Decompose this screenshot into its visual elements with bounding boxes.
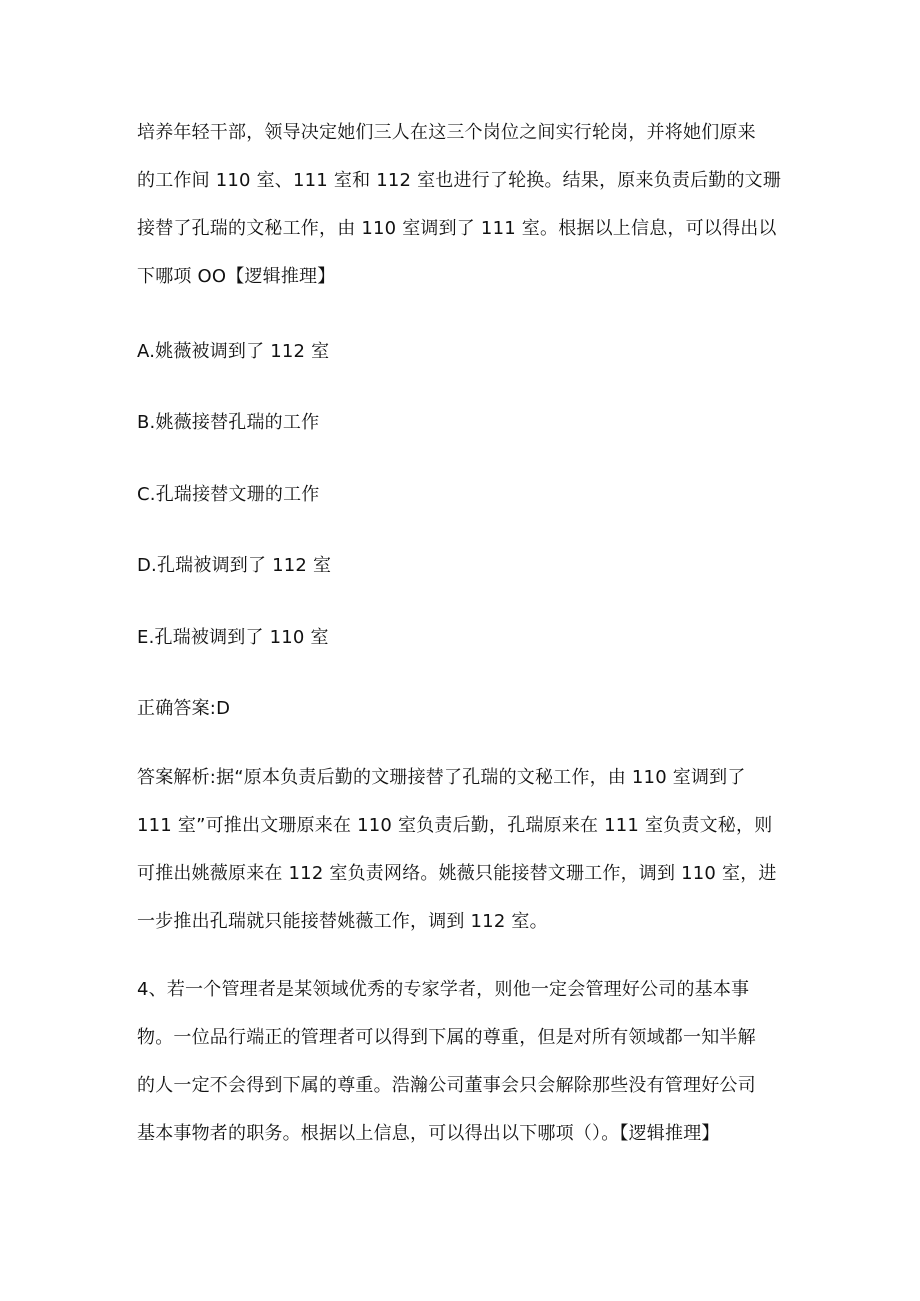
q3-stem-line-2: 的工作间 110 室、111 室和 112 室也进行了轮换。结果，原来负责后勤的文珊 [137, 170, 782, 191]
analysis-line-4: 一步推出孔瑞就只能接替姚薇工作，调到 112 室。 [137, 911, 548, 932]
option-d: D.孔瑞被调到了 112 室 [137, 555, 332, 576]
q4-stem-line-4: 基本事物者的职务。根据以上信息，可以得出以下哪项（）。【逻辑推理】 [137, 1123, 720, 1144]
analysis-line-1: 答案解析:据“原本负责后勤的文珊接替了孔瑞的文秘工作，由 110 室调到了 [137, 767, 746, 788]
correct-answer: 正确答案:D [137, 698, 231, 719]
q4-stem-line-1: 4、若一个管理者是某领域优秀的专家学者，则他一定会管理好公司的基本事 [137, 979, 750, 1000]
option-e: E.孔瑞被调到了 110 室 [137, 627, 329, 648]
option-a: A.姚薇被调到了 112 室 [137, 341, 330, 362]
q4-stem-line-3: 的人一定不会得到下属的尊重。浩瀚公司董事会只会解除那些没有管理好公司 [137, 1075, 756, 1096]
option-b: B.姚薇接替孔瑞的工作 [137, 412, 320, 433]
q3-stem-line-4: 下哪项 OO【逻辑推理】 [137, 266, 336, 287]
q3-stem-line-3: 接替了孔瑞的文秘工作，由 110 室调到了 111 室。根据以上信息，可以得出以 [137, 218, 777, 239]
q3-stem-line-1: 培养年轻干部，领导决定她们三人在这三个岗位之间实行轮岗，并将她们原来 [137, 122, 756, 143]
analysis-line-2: 111 室”可推出文珊原来在 110 室负责后勤，孔瑞原来在 111 室负责文秘，则 [137, 815, 773, 836]
q4-stem-line-2: 物。一位品行端正的管理者可以得到下属的尊重，但是对所有领域都一知半解 [137, 1027, 756, 1048]
analysis-line-3: 可推出姚薇原来在 112 室负责网络。姚薇只能接替文珊工作，调到 110 室，进 [137, 863, 777, 884]
option-c: C.孔瑞接替文珊的工作 [137, 484, 320, 505]
